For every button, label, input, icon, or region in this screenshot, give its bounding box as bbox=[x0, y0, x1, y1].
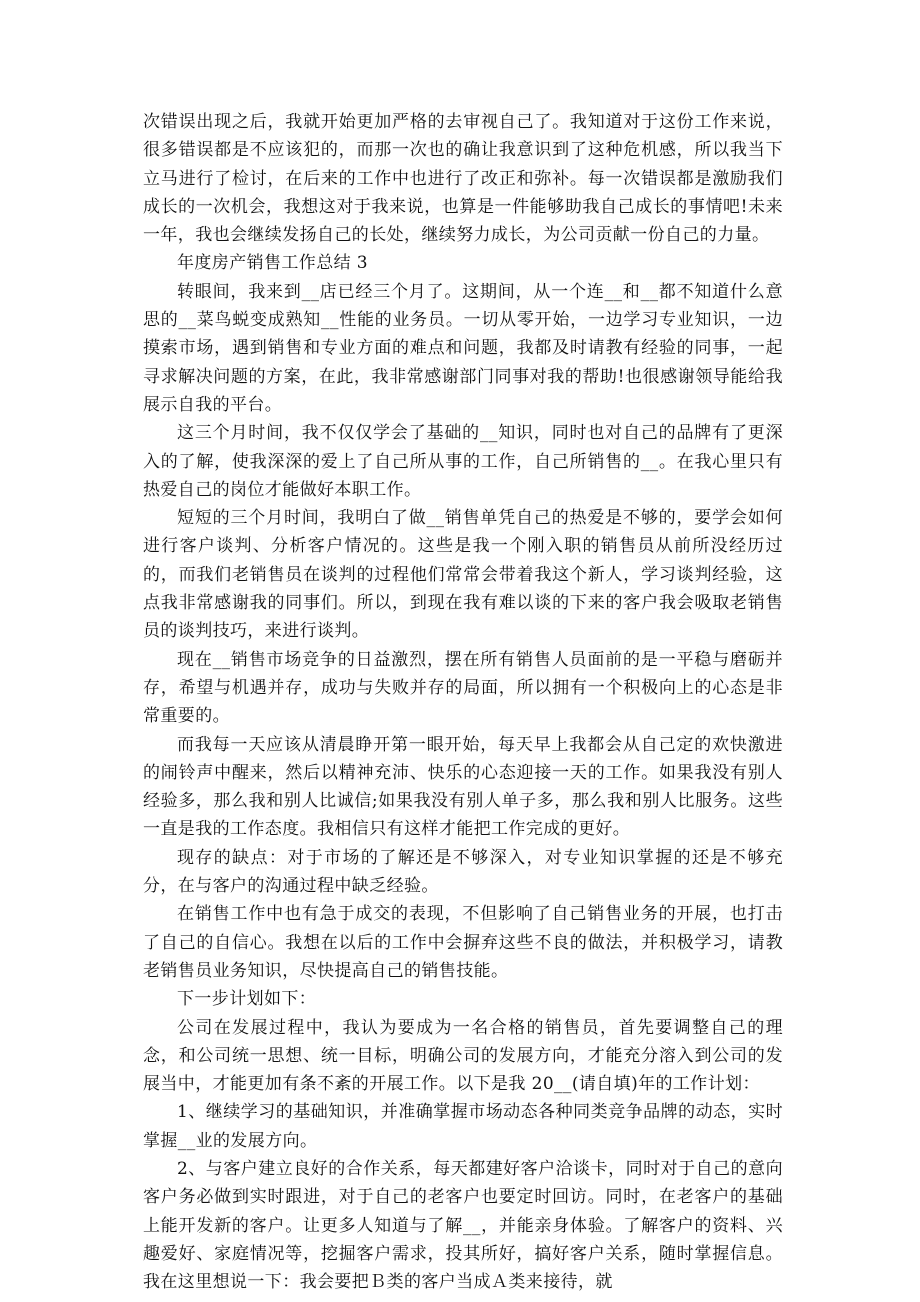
paragraph: 在销售工作中也有急于成交的表现，不但影响了自己销售业务的开展，也打击了自己的自信心。我想在以后的工作中会摒弃这些不良的做法，并积极学习，请教老销售员业务知识，尽快提高自己的销售技能。 bbox=[143, 904, 783, 981]
paragraph: 转眼间，我来到__店已经三个月了。这期间，从一个连__和__都不知道什么意思的__菜鸟蜕变成熟知__性能的业务员。一切从零开始，一边学习专业知识，一边摸索市场，遇到销售和专业方面的难点和问题，我都及时请教有经验的同事，一起寻求解决问题的方案，在此，我非常感谢部门同事对我的帮助!也很感谢领导能给我展示自我的平台。 bbox=[143, 281, 783, 415]
section-heading: 年度房产销售工作总结 3 bbox=[177, 253, 369, 274]
document-body bbox=[143, 108, 783, 1296]
paragraph: 现在__销售市场竞争的日益激烈，摆在所有销售人员面前的是一平稳与磨砺并存，希望与机遇并存，成功与失败并存的局面，所以拥有一个积极向上的心态是非常重要的。 bbox=[143, 649, 783, 727]
paragraph: 这三个月时间，我不仅仅学会了基础的__知识，同时也对自己的品牌有了更深入的了解，使我深深的爱上了自己所从事的工作，自己所销售的__。在我心里只有热爱自己的岗位才能做好本职工作。 bbox=[143, 423, 783, 500]
paragraph: 公司在发展过程中，我认为要成为一名合格的销售员，首先要调整自己的理念，和公司统一思想、统一目标，明确公司的发展方向，才能充分溶入到公司的发展当中，才能更加有条不紊的开展工作。以下是我 20__(请自填)年的工作计划： bbox=[143, 1017, 783, 1095]
list-item: 1、继续学习的基础知识，并准确掌握市场动态各种同类竞争品牌的动态，实时掌握__业的发展方向。 bbox=[143, 1102, 783, 1151]
paragraph: 短短的三个月时间，我明白了做__销售单凭自己的热爱是不够的，要学会如何进行客户谈判、分析客户情况的。这些是我一个刚入职的销售员从前所没经历过的，而我们老销售员在谈判的过程他们常常会带着我这个新人，学习谈判经验，这点我非常感谢我的同事们。所以，到现在我有难以谈的下来的客户我会吸取老销售员的谈判技巧，来进行谈判。 bbox=[143, 508, 783, 642]
paragraph: 现存的缺点：对于市场的了解还是不够深入，对专业知识掌握的还是不够充分，在与客户的沟通过程中缺乏经验。 bbox=[143, 847, 783, 897]
list-item: 2、与客户建立良好的合作关系，每天都建好客户洽谈卡，同时对于自己的意向客户务必做到实时跟进，对于自己的老客户也要定时回访。同时，在老客户的基础上能开发新的客户。让更多人知道与了解__，并能亲身体验。了解客户的资料、兴趣爱好、家庭情况等，挖掘客户需求，投其所好，搞好客户关系，随时掌握信息。我在这里想说一下：我会要把Ｂ类的客户当成Ａ类来接待，就 bbox=[143, 1158, 783, 1293]
paragraph: 下一步计划如下： bbox=[177, 989, 317, 1010]
paragraph: 而我每一天应该从清晨睁开第一眼开始，每天早上我都会从自己定的欢快激进的闹铃声中醒来，然后以精神充沛、快乐的心态迎接一天的工作。如果我没有别人经验多，那么我和别人比诚信;如果我没有别人单子多，那么我和别人比服务。这些一直是我的工作态度。我相信只有这样才能把工作完成的更好。 bbox=[143, 734, 783, 840]
paragraph-continuation: 次错误出现之后，我就开始更加严格的去审视自己了。我知道对于这份工作来说，很多错误都是不应该犯的，而那一次也的确让我意识到了这种危机感，所以我当下立马进行了检讨，在后来的工作中也进行了改正和弥补。每一次错误都是激励我们成长的一次机会，我想这对于我来说，也算是一件能够助我自己成长的事情吧!未来一年，我也会继续发扬自己的长处，继续努力成长，为公司贡献一份自己的力量。 bbox=[143, 112, 783, 246]
